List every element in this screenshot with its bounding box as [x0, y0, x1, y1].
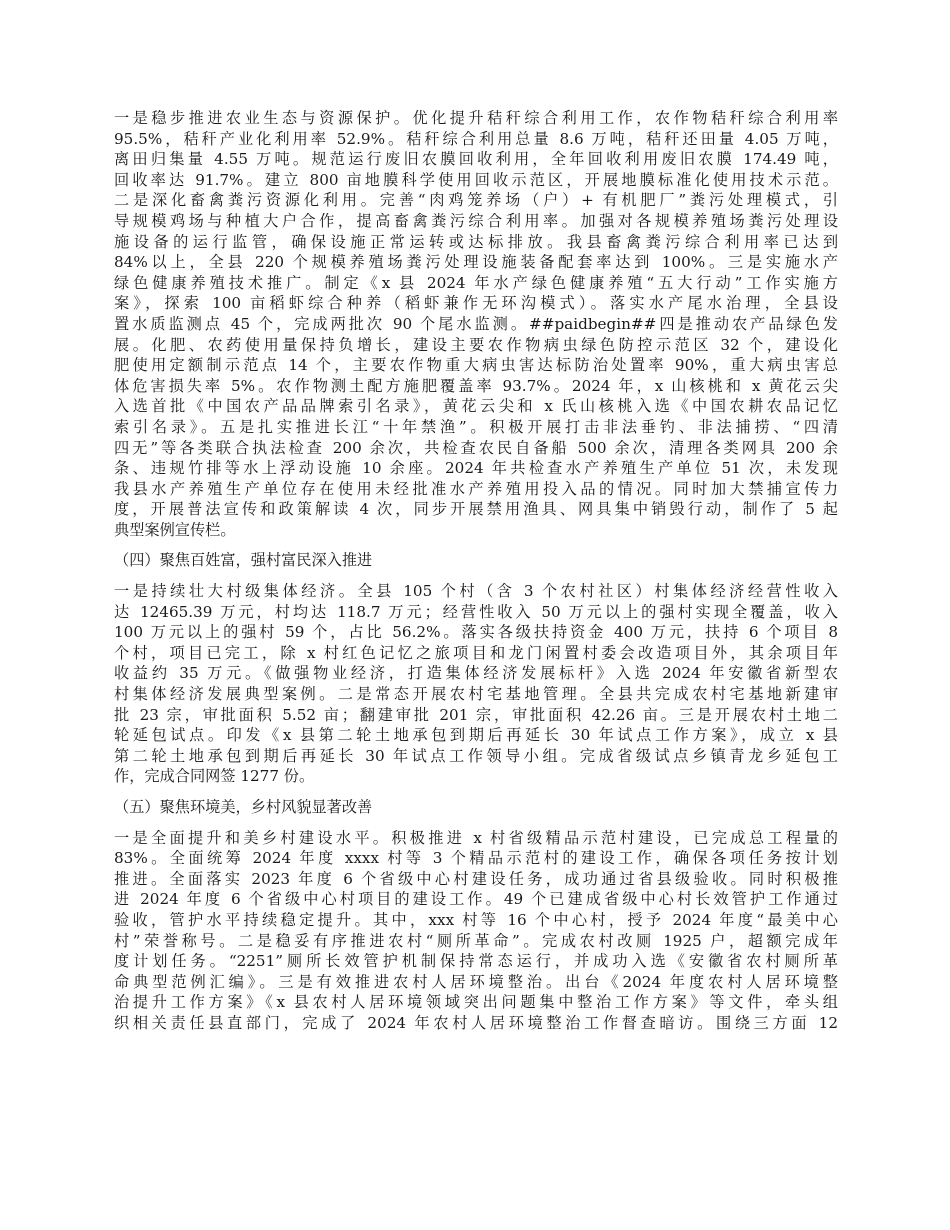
text-line: 织相关责任县直部门，完成了 2024 年农村人居环境整治工作督查暗访。围绕三方面 12 [114, 1013, 838, 1032]
text-line: 条、违规竹排等水上浮动设施 10 余座。2024 年共检查水产养殖生产单位 51 次，未发现 [114, 459, 838, 478]
text-line: 施设备的运行监管，确保设施正常运转或达标排放。我县畜禽粪污综合利用率已达到 [114, 232, 838, 251]
text-line: 达 12465.39 万元，村均达 118.7 万元；经营性收入 50 万元以上的强村实现全覆盖，收入 [114, 602, 838, 621]
text-line: 村集体经济发展典型案例。二是常态开展农村宅基地管理。全县共完成农村宅基地新建审 [114, 685, 838, 704]
text-line: 入选首批《中国农产品品牌索引名录》，黄花云尖和 x 氏山核桃入选《中国农耕农品记忆 [114, 397, 838, 416]
section-heading-5: （五）聚焦环境美，乡村风貌显著改善 [114, 798, 373, 816]
text-line: 典型案例宣传栏。 [114, 520, 236, 539]
text-line: 作，完成合同网签 1277 份。 [114, 767, 315, 786]
text-line: 索引名录》。五是扎实推进长江“十年禁渔”。积极开展打击非法垂钓、非法捕捞、“四清 [114, 417, 838, 436]
text-line: 肥使用定额制示范点 14 个，主要农作物重大病虫害达标防治处置率 90%，重大病虫害总 [114, 356, 838, 375]
text-line: 回收率达 91.7%。建立 800 亩地膜科学使用回收示范区，开展地膜标准化使用技术示范。 [114, 170, 838, 189]
text-line: 收益约 35 万元。《做强物业经济，打造集体经济发展标杆》入选 2024 年安徽省新型农 [114, 664, 838, 683]
text-line: 100 万元以上的强村 59 个，占比 56.2%。落实各级扶持资金 400 万元，扶持 6 个项目 8 [114, 623, 838, 642]
text-line: 体危害损失率 5%。农作物测土配方施肥覆盖率 93.7%。2024 年，x 山核桃和 x 黄花云尖 [114, 376, 838, 395]
text-line: 84%以上，全县 220 个规模养殖场粪污处理设施装备配套率达到 100%。三是实施水产 [114, 253, 838, 272]
text-line: 第二轮土地承包到期后再延长 30 年试点工作领导小组。完成省级试点乡镇青龙乡延包工 [114, 746, 838, 765]
text-line: 我县水产养殖生产单位存在使用未经批准水产养殖用投入品的情况。同时加大禁捕宣传力 [114, 479, 838, 498]
text-line: 治提升工作方案》《x 县农村人居环境领域突出问题集中整治工作方案》等文件，牵头组 [114, 993, 838, 1012]
paragraph-collective-economy [114, 581, 838, 787]
text-line: 一是全面提升和美乡村建设水平。积极推进 x 村省级精品示范村建设，已完成总工程量的 [114, 828, 838, 847]
text-line: 度计划任务。“2251”厕所长效管护机制保持常态运行，并成功入选《安徽省农村厕所革 [114, 952, 838, 971]
text-line: 导规模鸡场与种植大户合作，提高畜禽粪污综合利用率。加强对各规模养殖场粪污处理设 [114, 211, 838, 230]
text-line: 命典型范例汇编》。三是有效推进农村人居环境整治。出台《2024 年度农村人居环境整 [114, 972, 838, 991]
text-line: 度，开展普法宣传和政策解读 4 次，同步开展禁用渔具、网具集中销毁行动，制作了 5 起 [114, 500, 838, 519]
text-line: 离田归集量 4.55 万吨。规范运行废旧农膜回收利用，全年回收利用废旧农膜 174.49 吨， [114, 150, 838, 169]
paragraph-agri-ecology [114, 108, 838, 540]
section-heading-4: （四）聚焦百姓富，强村富民深入推进 [114, 551, 373, 570]
text-line: 二是深化畜禽粪污资源化利用。完善“肉鸡笼养场（户）+ 有机肥厂”粪污处理模式，引 [114, 191, 838, 210]
text-line: 一是持续壮大村级集体经济。全县 105 个村（含 3 个农村社区）村集体经济经营性收入 [114, 582, 838, 601]
text-line: 验收，管护水平持续稳定提升。其中，xxx 村等 16 个中心村，授予 2024 年度“最美中心 [114, 910, 838, 929]
text-line: 轮延包试点。印发《x 县第二轮土地承包到期后再延长 30 年试点工作方案》，成立 x 县 [114, 726, 838, 745]
document-page [114, 108, 838, 1044]
text-line: 进 2024 年度 6 个省级中心村项目的建设工作。49 个已建成省级中心村长效管护工作通过 [114, 890, 838, 909]
paragraph-rural-environment [114, 828, 838, 1034]
text-line: 案》，探索 100 亩稻虾综合种养（稻虾兼作无环沟模式）。落实水产尾水治理，全县设 [114, 294, 838, 313]
text-line: 置水质监测点 45 个，完成两批次 90 个尾水监测。##paidbegin##四是推动农产品绿色发 [114, 314, 838, 333]
text-line: 绿色健康养殖技术推广。制定《x 县 2024 年水产绿色健康养殖“五大行动”工作实施方 [114, 273, 838, 292]
text-line: 推进。全面落实 2023 年度 6 个省级中心村建设任务，成功通过省县级验收。同时积极推 [114, 869, 838, 888]
text-line: 个村，项目已完工，除 x 村红色记忆之旅项目和龙门闲置村委会改造项目外，其余项目年 [114, 643, 838, 662]
text-line: 一是稳步推进农业生态与资源保护。优化提升秸秆综合利用工作，农作物秸秆综合利用率 [114, 109, 838, 127]
text-line: 83%。全面统筹 2024 年度 xxxx 村等 3 个精品示范村的建设工作，确保各项任务按计划 [114, 849, 838, 868]
text-line: 村”荣誉称号。二是稳妥有序推进农村“厕所革命”。完成农村改厕 1925 户，超额完成年 [114, 931, 838, 950]
text-line: 95.5%，秸秆产业化利用率 52.9%。秸秆综合利用总量 8.6 万吨，秸秆还田量 4.05 万吨， [114, 129, 838, 148]
text-line: 四无”等各类联合执法检查 200 余次，共检查农民自备船 500 余次，清理各类网具 200 余 [114, 438, 838, 457]
text-line: 展。化肥、农药使用量保持负增长，建设主要农作物病虫绿色防控示范区 32 个，建设化 [114, 335, 838, 354]
text-line: 批 23 宗，审批面积 5.52 亩；翻建审批 201 宗，审批面积 42.26 亩。三是开展农村土地二 [114, 705, 838, 724]
